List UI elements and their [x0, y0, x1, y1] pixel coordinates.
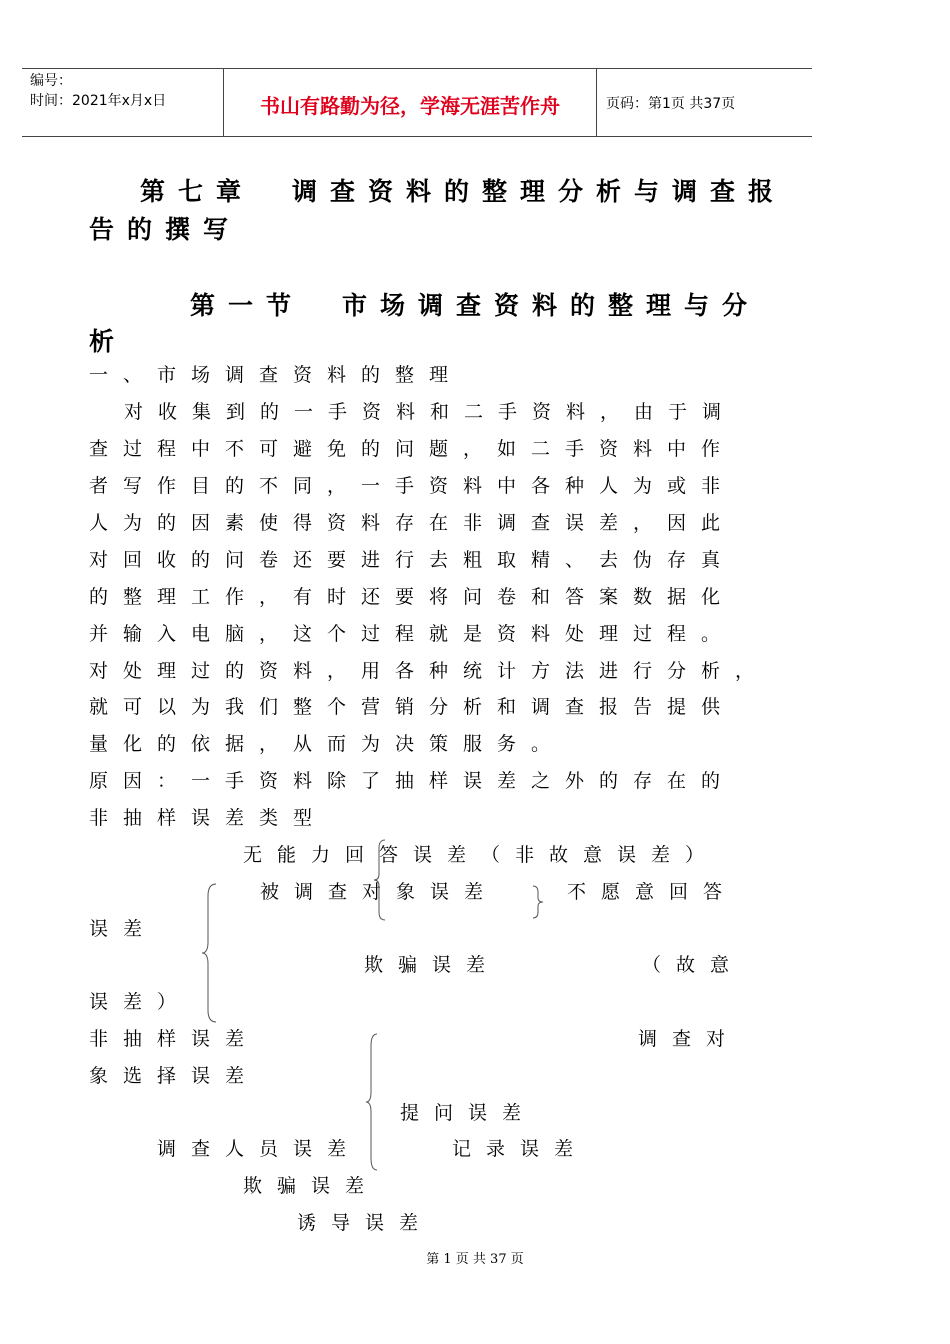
paragraph-line: 量化的依据，从而为决策服务。 — [89, 733, 566, 755]
paragraph-line: 对回收的问卷还要进行去粗取精、去伪存真 — [89, 549, 736, 571]
paragraph-line: 非抽样误差类型 — [89, 807, 328, 829]
paragraph-line: 人为的因素使得资料存在非调查误差，因此 — [89, 512, 736, 534]
heading-1: 一、市场调查资料的整理 — [89, 364, 464, 386]
section-title-line-2: 析 — [89, 327, 128, 356]
diagram-subject-selection-2: 象选择误差 — [89, 1065, 260, 1087]
number-label: 编号： — [30, 73, 72, 89]
header-divider-right — [596, 68, 597, 136]
header-motto: 书山有路勤为径，学海无涯苦作舟 — [260, 94, 560, 118]
diagram-record-error: 记录误差 — [452, 1138, 589, 1160]
diagram-intentional: （故意 — [642, 954, 745, 976]
chapter-title-line-2: 告的撰写 — [89, 215, 242, 244]
paragraph-line: 查过程中不可避免的问题，如二手资料中作 — [89, 438, 736, 460]
header-top-rule — [22, 68, 812, 69]
brace-right-small — [531, 884, 545, 920]
paragraph-line: 就可以为我们整个营销分析和调查报告提供 — [89, 696, 736, 718]
paragraph-line: 并输入电脑，这个过程就是资料处理过程。 — [89, 623, 736, 645]
diagram-unwilling: 不愿意回答 — [567, 881, 738, 903]
diagram-interviewer-error: 调查人员误差 — [157, 1138, 362, 1160]
section-title-line-1: 第一节 市场调查资料的整理与分 — [190, 291, 761, 320]
brace-left-interviewer — [364, 1032, 380, 1172]
diagram-question-error: 提问误差 — [400, 1102, 537, 1124]
header-page-code: 页码：第1页 共37页 — [606, 96, 736, 112]
header-bottom-rule — [22, 136, 812, 137]
diagram-respondent-error: 被调查对象误差 — [260, 881, 499, 903]
brace-left-large — [200, 882, 220, 1024]
paragraph-line: 者写作目的不同，一手资料中各种人为或非 — [89, 475, 736, 497]
diagram-nonsampling-error: 非抽样误差 — [89, 1028, 260, 1050]
paragraph-line: 的整理工作，有时还要将问卷和答案数据化 — [89, 586, 736, 608]
paragraph-line: 原因：一手资料除了抽样误差之外的存在的 — [89, 770, 736, 792]
diagram-error-1: 误差 — [89, 918, 158, 940]
diagram-error-2: 误差） — [89, 991, 192, 1013]
header-divider-left — [223, 68, 224, 136]
header-meta — [30, 71, 166, 111]
diagram-incapable-error: 无能力回答误差（非故意误差） — [243, 844, 720, 866]
brace-left-small — [372, 838, 388, 922]
paragraph-line: 对处理过的资料，用各种统计方法进行分析， — [89, 660, 770, 682]
diagram-cheat-error-2: 欺骗误差 — [243, 1175, 380, 1197]
diagram-cheat-error-1: 欺骗误差 — [364, 954, 501, 976]
chapter-title-line-1: 第七章 调查资料的整理分析与调查报 — [140, 177, 787, 206]
time-label: 时间：2021年x月x日 — [30, 93, 167, 109]
diagram-subject-selection-1: 调查对 — [638, 1028, 741, 1050]
paragraph-line: 对收集到的一手资料和二手资料，由于调 — [124, 401, 737, 423]
diagram-induce-error: 诱导误差 — [297, 1212, 434, 1234]
page-footer: 第 1 页 共 37 页 — [426, 1252, 524, 1267]
